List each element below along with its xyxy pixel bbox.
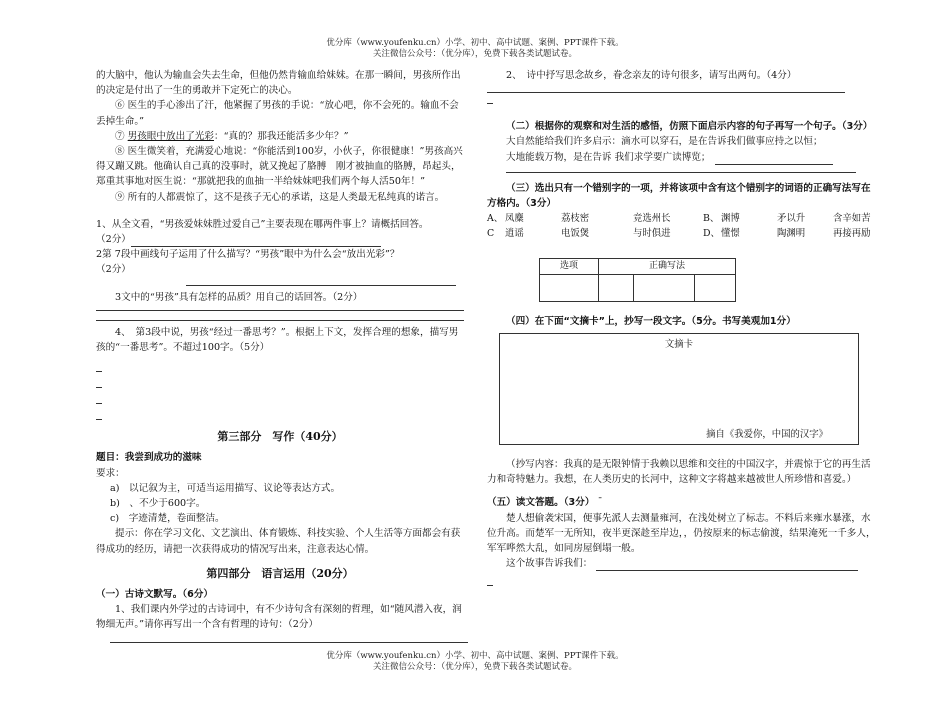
section-5-passage: 楚人想偷袭宋国，便事先派人去测量雍河，在浅处树立了标志。不料后来雍水暴涨，水位升高。而楚军一无所知，夜半更深趁至岸边，，仍按原来的标志偷渡，结果淹死一千多人，军军哗然大乱，如同房屋倒塌一般。 bbox=[487, 512, 876, 555]
option-b-word-1: 渊博 bbox=[721, 213, 740, 225]
section-4-title: （四）在下面“文摘卡”上，抄写一段文字。（5分。书写美观加1分） bbox=[506, 315, 796, 327]
footer-line-1: 优分库（www.youfenku.cn）小学、初中、高中试题、案例、PPT课件下载。 bbox=[326, 651, 624, 661]
section-2-example-1: 大自然能给我们许多启示：滴水可以穿石，是在告诉我们做事应持之以恒； bbox=[506, 136, 823, 148]
answer-dash-3[interactable] bbox=[96, 395, 102, 404]
section-2-example-2 bbox=[487, 150, 877, 165]
essay-hint: 提示：你在学习文化、文艺演出、体育锻炼、科技实验、个人生活等方面都会有获得成功的经历，请把一次获得成功的情况写出来，注意表达心情。 bbox=[96, 528, 461, 555]
answer-line-q1[interactable] bbox=[131, 236, 381, 247]
section-5-question-text: 这个故事告诉我们： bbox=[506, 558, 593, 570]
question-2: 2第 7段中画线句子运用了什么描写？“男孩”眼中为什么会“放出光彩”？ bbox=[96, 249, 400, 261]
answer-dash-4[interactable] bbox=[96, 411, 102, 420]
answer-dash-s5[interactable] bbox=[487, 577, 493, 586]
para-7-num: ⑦ bbox=[115, 130, 128, 142]
table-header-correct: 正确写法 bbox=[599, 258, 736, 274]
option-b-word-3: 含辛如苦 bbox=[833, 213, 871, 225]
answer-dash-s1q2[interactable] bbox=[487, 95, 493, 104]
table-header-option: 选项 bbox=[540, 258, 599, 274]
question-1-score bbox=[96, 232, 464, 247]
passage-para-5: 的大脑中，他认为输血会失去生命，但他仍然肯输血给妹妹。在那一瞬间，男孩所作出的决定是付出了一生的勇敢并下定死亡的决心。 bbox=[96, 70, 461, 97]
excerpt-card-title: 文摘卡 bbox=[664, 339, 694, 351]
option-a-word-2: 荔枝密 bbox=[561, 213, 590, 225]
left-column bbox=[96, 68, 464, 643]
section-5-title-text: （五）读文答题。（3分） bbox=[487, 497, 595, 509]
option-d-word-3: 再接再励 bbox=[833, 228, 871, 240]
excerpt-card-source: 摘自《我爱你，中国的汉字》 bbox=[706, 428, 828, 440]
section-1-question-2: 2、 诗中抒写思念故乡，眷念亲友的诗句很多，请写出两句。（4分） bbox=[506, 70, 797, 81]
table-cell-option[interactable] bbox=[540, 274, 599, 301]
page-footer bbox=[0, 651, 950, 673]
para-7-rest: ：“真的？那我还能活多少年？” bbox=[214, 130, 349, 142]
answer-dash-1[interactable] bbox=[96, 363, 102, 372]
option-d-label: D、 bbox=[703, 228, 720, 240]
answer-table bbox=[539, 258, 736, 302]
option-c-word-2: 电饭煲 bbox=[561, 228, 590, 240]
requirement-c: c) 字迹清楚，卷面整洁。 bbox=[110, 513, 225, 525]
section-2-title: （二）根据你的观察和对生活的感悟，仿照下面启示内容的句子再写一个句子。（3分） bbox=[506, 121, 873, 133]
page-header bbox=[0, 38, 950, 60]
excerpt-card[interactable] bbox=[499, 333, 859, 445]
essay-requirements: 要求： bbox=[96, 467, 125, 479]
requirement-a: a) 以记叙为主，可适当运用描写、议论等表达方式。 bbox=[110, 482, 341, 494]
underlined-sentence: 男孩眼中放出了光彩 bbox=[127, 130, 214, 142]
section-1-question-1: 1、我们课内外学过的古诗词中，有不少诗句含有深刻的哲理，如“随风潜入夜，润物细无声。”请你再写出一个含有哲理的诗句：（2分） bbox=[96, 604, 462, 631]
passage-para-6: ⑥ 医生的手心渗出了汗，他紧握了男孩的手说：“放心吧，你不会死的。输血不会丢掉生命。” bbox=[96, 100, 459, 127]
header-line-1: 优分库（www.youfenku.cn）小学、初中、高中试题、案例、PPT课件下载。 bbox=[326, 38, 624, 48]
option-b-word-2: 矛以升 bbox=[777, 213, 806, 225]
question-4: 4、 第3段中说，男孩“经过一番思考？”。根据上下文，发挥合理的想象，描写男孩的“一番思考”。不超过100字。（5分） bbox=[96, 326, 459, 354]
q1-score-text: （2分） bbox=[96, 234, 131, 246]
answer-line-poem[interactable] bbox=[110, 641, 468, 643]
answer-line-s2a[interactable] bbox=[715, 154, 833, 165]
option-c-label: C bbox=[487, 228, 495, 240]
section-3-title: （三）选出只有一个错别字的一项，并将该项中含有这个错别字的词语的正确写法写在方格内。（3分） bbox=[487, 182, 871, 210]
answer-line-s5[interactable] bbox=[596, 560, 858, 571]
table-cell-word-1[interactable] bbox=[599, 274, 634, 301]
option-a-word-1: 凤麋 bbox=[505, 213, 524, 225]
option-d-word-1: 懂憬 bbox=[721, 228, 740, 240]
answer-line-s1q2[interactable] bbox=[487, 91, 845, 93]
essay-topic: 题目：我尝到成功的滋味 bbox=[96, 452, 202, 464]
option-b-label: B、 bbox=[703, 213, 720, 225]
question-2-score: （2分） bbox=[96, 264, 131, 276]
footer-line-2: 关注微信公众号：（优分库），免费下载各类试题试卷。 bbox=[372, 662, 577, 672]
answer-dash-2[interactable] bbox=[96, 379, 102, 388]
header-line-2: 关注微信公众号：（优分库），免费下载各类试题试卷。 bbox=[372, 49, 577, 59]
section-1-title: （一）古诗文默写。（6分） bbox=[96, 589, 213, 601]
passage-para-7 bbox=[96, 129, 464, 144]
copy-content: （抄写内容：我真的是无限钟情于我赖以思维和交往的中国汉字，并震惊于它的再生活力和奇特魅力。我想，在人类历史的长河中，这种文字将越来越被世人所珍惜和喜爱。） bbox=[487, 459, 871, 486]
option-c-word-3: 与时俱进 bbox=[633, 228, 671, 240]
section-5-title bbox=[487, 495, 877, 510]
table-cell-word-2[interactable] bbox=[634, 274, 695, 301]
part-4-title: 第四部分 语言运用（20分） bbox=[206, 566, 354, 580]
option-a-word-3: 竞选州长 bbox=[633, 213, 671, 225]
option-d-word-2: 陶渊明 bbox=[777, 228, 806, 240]
section-5-question bbox=[487, 556, 877, 571]
option-a-label: A、 bbox=[487, 213, 504, 225]
right-column bbox=[487, 68, 877, 593]
requirement-b: b) 、不少于600字。 bbox=[110, 498, 206, 510]
question-3: 3文中的“男孩”具有怎样的品质？用自己的话回答。（2分） bbox=[115, 291, 363, 303]
section-5-mark: ¯ bbox=[597, 497, 603, 509]
part-3-title: 第三部分 写作（40分） bbox=[217, 430, 343, 444]
example-2-text: 大地能载万物，是在告诉 我们求学要广读博览； bbox=[506, 151, 711, 163]
question-1: 1、从全文看，“男孩爱妹妹胜过爱自己”主要表现在哪两件事上？请概括回答。 bbox=[96, 218, 429, 230]
table-cell-word-3[interactable] bbox=[695, 274, 736, 301]
passage-para-8: ⑧ 医生微笑着，充满爱心地说：“你能活到100岁，小伙子，你很健康！”男孩高兴得又蹦又跳。他确认自己真的没事时，就又挽起了胳膊 刚才被抽血的胳膊，昂起头，郑重其事地对医生说：“那就把我的血抽一半给妹妹吧我们两个每人活50年！” bbox=[96, 146, 463, 188]
passage-para-9: ⑨ 所有的人都震惊了，这不是孩子无心的承诺，这是人类最无私纯真的诺言。 bbox=[115, 191, 445, 203]
options-grid bbox=[487, 211, 877, 241]
option-c-word-1: 逍谣 bbox=[505, 228, 524, 240]
